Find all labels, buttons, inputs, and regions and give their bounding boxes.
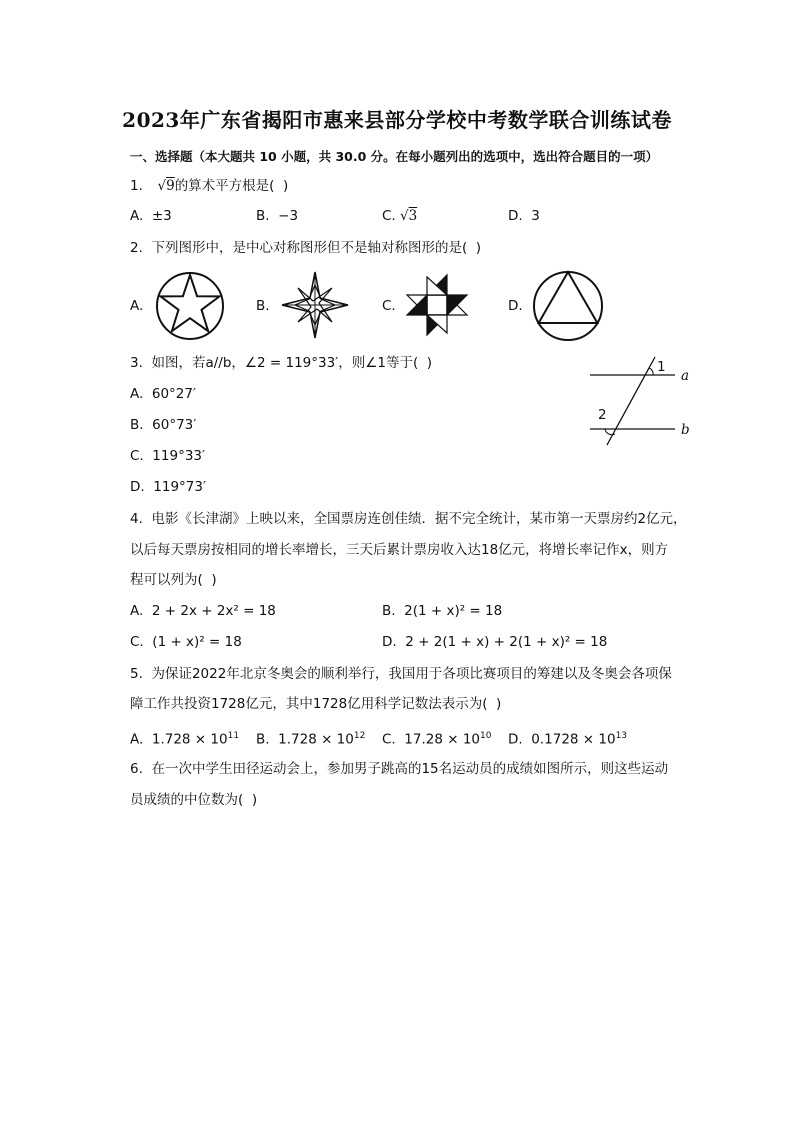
question-1-number: 1. (130, 178, 143, 194)
q4-option-b[interactable]: B. 2(1 + x)² = 18 (382, 603, 503, 619)
q3-option-d[interactable]: D. 119°73′ (130, 479, 207, 495)
q4-option-d[interactable]: D. 2 + 2(1 + x) + 2(1 + x)² = 18 (382, 634, 608, 650)
q2-option-a-label[interactable]: A. (130, 298, 144, 314)
question-6-line-1: 6. 在一次中学生田径运动会上，参加男子跳高的15名运动员的成绩如图所示，则这些运动 (130, 761, 669, 777)
q5-option-a[interactable] (130, 726, 239, 750)
q1-option-c-label: C. (382, 208, 396, 224)
q1-option-c[interactable] (382, 206, 417, 226)
q5-option-a-exponent: 11 (227, 731, 240, 741)
q5-option-d-label: D. 0.1728 × 10 (508, 731, 616, 748)
q5-option-d[interactable] (508, 726, 627, 750)
q5-option-b[interactable] (256, 726, 365, 750)
q4-option-a[interactable]: A. 2 + 2x + 2x² = 18 (130, 603, 276, 619)
question-1 (130, 176, 288, 196)
q5-option-b-label: B. 1.728 × 10 (256, 731, 354, 748)
question-5-line-2: 障工作共投资1728亿元，其中1728亿用科学记数法表示为( ) (130, 696, 502, 712)
q5-option-c[interactable] (382, 726, 491, 750)
pinwheel-figure (403, 272, 471, 338)
circle-triangle-figure (531, 269, 605, 343)
q5-option-a-label: A. 1.728 × 10 (130, 731, 228, 748)
q1-option-b[interactable]: B. −3 (256, 208, 299, 224)
angle-2-label: 2 (598, 407, 607, 423)
q4-option-c[interactable]: C. (1 + x)² = 18 (130, 634, 242, 650)
q1-option-c-radicand: 3 (408, 208, 418, 224)
q1-option-a[interactable]: A. ±3 (130, 208, 172, 224)
q3-option-a[interactable]: A. 60°27′ (130, 386, 197, 402)
question-4-line-1: 4. 电影《长津湖》上映以来，全国票房连创佳绩．据不完全统计，某市第一天票房约2亿元， (130, 511, 687, 527)
q5-option-b-exponent: 12 (353, 731, 366, 741)
section-heading: 一、选择题（本大题共 10 小题，共 30.0 分。在每小题列出的选项中，选出符合题目的一项） (130, 149, 659, 164)
question-2: 2. 下列图形中，是中心对称图形但不是轴对称图形的是( ) (130, 240, 482, 256)
q2-option-d-label[interactable]: D. (508, 298, 523, 314)
question-5-line-1: 5. 为保证2022年北京冬奥会的顺利举行，我国用于各项比赛项目的筹建以及冬奥会各项保 (130, 666, 672, 682)
q2-option-c-label[interactable]: C. (382, 298, 396, 314)
q3-option-b[interactable]: B. 60°73′ (130, 417, 197, 433)
question-4-line-3: 程可以列为( ) (130, 572, 217, 588)
question-3: 3. 如图，若a//b，∠2 = 119°33′，则∠1等于( ) (130, 355, 433, 371)
q5-option-c-label: C. 17.28 × 10 (382, 731, 481, 748)
compass-star-figure (280, 270, 350, 340)
question-1-text: 的算术平方根是( ) (174, 178, 289, 194)
page-title: 2023年广东省揭阳市惠来县部分学校中考数学联合训练试卷 (122, 108, 672, 132)
circle-star-figure (154, 270, 226, 342)
line-b-label: b (681, 422, 690, 438)
line-a-label: a (681, 368, 690, 384)
angle-1-label: 1 (657, 359, 666, 375)
q1-option-d[interactable]: D. 3 (508, 208, 540, 224)
question-1-radicand: 9 (166, 178, 175, 194)
q5-option-d-exponent: 13 (615, 731, 628, 741)
question-4-line-2: 以后每天票房按相同的增长率增长，三天后累计票房收入达18亿元，将增长率记作x，则方 (130, 542, 669, 558)
sqrt-symbol: √ (400, 208, 409, 224)
q3-option-c[interactable]: C. 119°33′ (130, 448, 206, 464)
parallel-lines-figure (585, 352, 695, 448)
sqrt-symbol: √ (157, 178, 167, 194)
question-6-line-2: 员成绩的中位数为( ) (130, 792, 258, 808)
q2-option-b-label[interactable]: B. (256, 298, 270, 314)
q5-option-c-exponent: 10 (480, 731, 492, 741)
